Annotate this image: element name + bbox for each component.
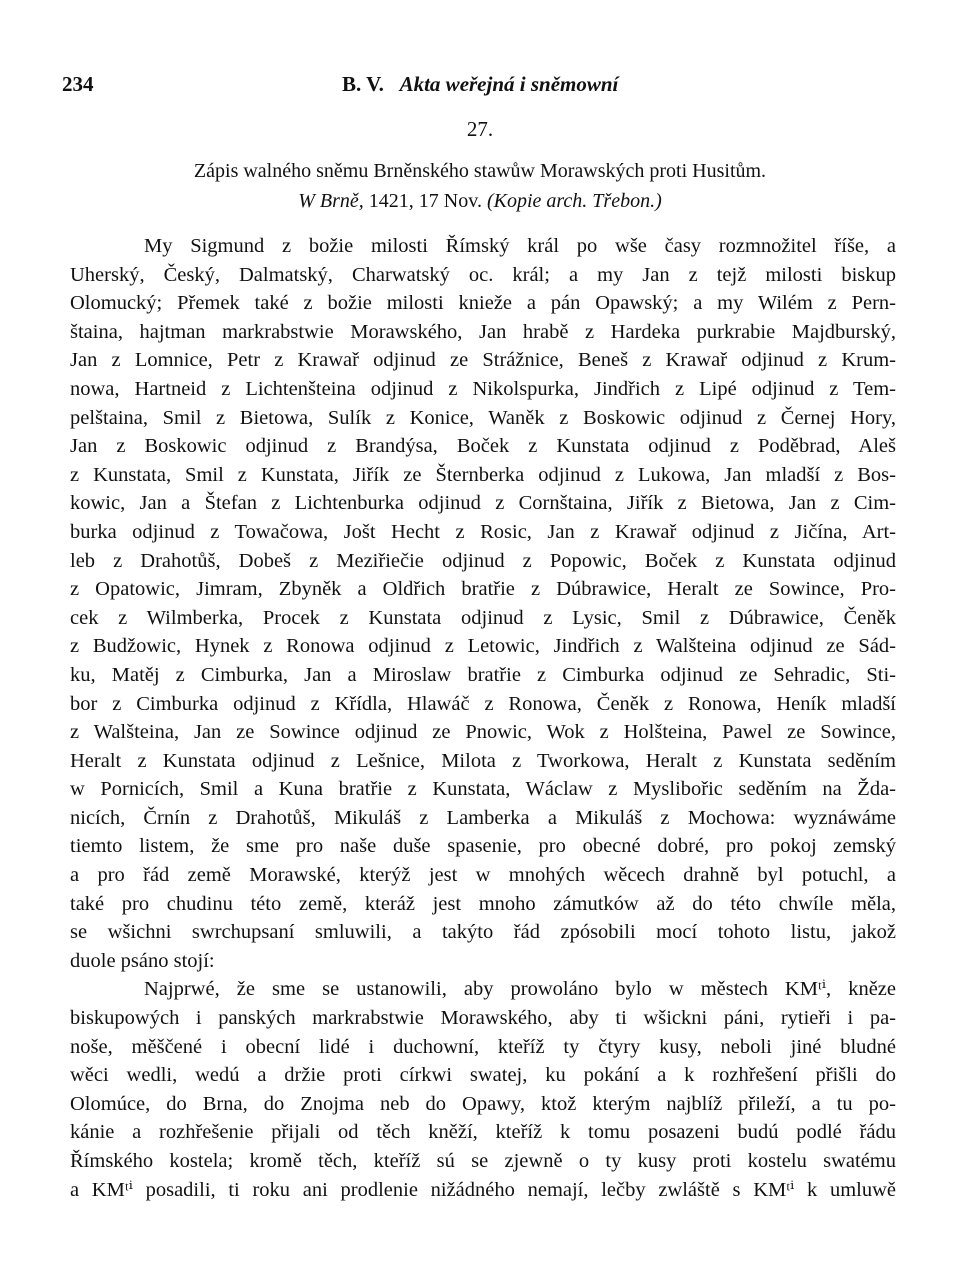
section-title: Akta weřejná i sněmowní bbox=[399, 72, 619, 96]
text-line: Heralt z Kunstata odjinud z Lešnice, Milota z Tworkowa, Heralt z Kunstata seděním bbox=[70, 749, 896, 772]
text-line: Olomucký; Přemek také z božie milosti knieže a pán Opawský; a my Wilém z Pern- bbox=[70, 292, 896, 315]
series-label: B. V. bbox=[342, 72, 384, 96]
text-line: pelštaina, Smil z Bietowa, Sulík z Konice, Waněk z Boskowic odjinud z Černej Hory, bbox=[70, 406, 896, 429]
document-place: W Brně, bbox=[298, 190, 364, 212]
document-number: 27. bbox=[466, 117, 494, 141]
paragraph-2 bbox=[70, 975, 896, 1204]
text-line: Uherský, Český, Dalmatský, Charwatský oc. král; a my Jan z tejž milosti biskup bbox=[70, 263, 896, 286]
text-line: duole psáno stojí: bbox=[70, 949, 215, 972]
text-line: tiemto listem, že sme pro naše duše spasenie, pro obecné dobré, pro pokoj zemský bbox=[70, 835, 896, 858]
document-source: (Kopie arch. Třebon.) bbox=[486, 190, 662, 212]
paragraph-1 bbox=[70, 232, 896, 975]
text-line: z Walšteina, Jan ze Sowince odjinud ze Pnowic, Wok z Holšteina, Pawel ze Sowince, bbox=[70, 721, 896, 744]
text-line: nicích, Črnín z Drahotůš, Mikuláš z Lamberka a Mikuláš z Mochowa: wyznáwáme bbox=[70, 806, 896, 829]
text-line: Najprwé, že sme se ustanowili, aby prowoláno bylo w městech KMᵗⁱ, kněze bbox=[144, 978, 896, 1001]
text-line: Jan z Lomnice, Petr z Krawař odjinud ze Strážnice, Beneš z Krawař odjinud z Krum- bbox=[70, 349, 896, 372]
text-line: se wšichni swrchupsaní smluwili, a takýto řád zpósobili mocí tohoto listu, jakož bbox=[70, 921, 896, 944]
running-title bbox=[342, 72, 618, 97]
text-line: také pro chudinu této země, kteráž jest mnoho zámutków až do této chwíle měla, bbox=[70, 892, 896, 915]
text-line: leb z Drahotůš, Dobeš z Meziřiečie odjinud z Popowic, Boček z Kunstata odjinud bbox=[70, 549, 896, 572]
running-head bbox=[62, 72, 898, 102]
text-line: nowa, Hartneid z Lichtenšteina odjinud z Nikolspurka, Jindřich z Lipé odjinud z Tem- bbox=[70, 377, 896, 400]
text-line: štaina, hajtman markrabstwie Morawského, Jan hrabě z Hardeka purkrabie Majdburský, bbox=[70, 320, 896, 343]
document-place-date bbox=[0, 190, 960, 213]
text-line: bor z Cimburka odjinud z Křídla, Hlawáč z Ronowa, Čeněk z Ronowa, Heník mladší bbox=[70, 692, 896, 715]
document-body bbox=[70, 232, 896, 1204]
page-number: 234 bbox=[62, 72, 94, 96]
text-line: a pro řád země Morawské, kterýž jest w mnohých wěcech drahně byl potuchl, a bbox=[70, 864, 896, 887]
text-line: w Pornicích, Smil a Kuna bratřie z Kunstata, Wáclaw z Myslibořic seděním na Žda- bbox=[70, 778, 896, 801]
text-line: ku, Matěj z Cimburka, Jan a Miroslaw bratřie z Cimburka odjinud ze Sehradic, Sti- bbox=[70, 663, 896, 686]
text-line: z Budžowic, Hynek z Ronowa odjinud z Letowic, Jindřich z Walšteina odjinud ze Sád- bbox=[70, 635, 896, 658]
text-line: burka odjinud z Towačowa, Jošt Hecht z Rosic, Jan z Krawař odjinud z Jičína, Art- bbox=[70, 520, 896, 543]
text-line: a KMᵗⁱ posadili, ti roku ani prodlenie nižádného nemají, lečby zwláště s KMᵗⁱ k umluwě bbox=[70, 1178, 896, 1201]
text-line: kánie a rozhřešenie přijali od těch kněží, kteříž k tomu posazeni budú podlé řádu bbox=[70, 1121, 896, 1144]
text-line: Jan z Boskowic odjinud z Brandýsa, Boček z Kunstata odjinud z Poděbrad, Aleš bbox=[70, 435, 896, 458]
text-line: kowic, Jan a Štefan z Lichtenburka odjinud z Cornštaina, Jiřík z Bietowa, Jan z Cim- bbox=[70, 492, 896, 515]
text-line: My Sigmund z božie milosti Římský král po wše časy rozmnožitel říše, a bbox=[144, 235, 896, 257]
document-title: Zápis walného sněmu Brněnského stawůw Morawských proti Husitům. bbox=[193, 160, 767, 182]
text-line: z Opatowic, Jimram, Zbyněk a Oldřich bratřie z Dúbrawice, Heralt ze Sowince, Pro- bbox=[70, 578, 896, 601]
text-line: Římského kostela; kromě těch, kteříž sú se zjewně o ty kusy proti kostelu swatému bbox=[70, 1150, 896, 1172]
text-line: Olomúce, do Brna, do Znojma neb do Opawy, ktož kterým najblíž přileží, a tu po- bbox=[70, 1092, 896, 1115]
text-line: noše, měščené i obecní lidé i duchowní, kteříž ty čtyry kusy, neboli jiné bludné bbox=[70, 1035, 896, 1058]
text-line: biskupowých i panských markrabstwie Morawského, aby ti wšickni páni, rytieři i pa- bbox=[70, 1007, 896, 1030]
text-line: wěci wedli, wedú a držie proti církwi swatej, ku pokání a k rozhřešení přišli do bbox=[70, 1064, 896, 1087]
text-line: cek z Wilmberka, Procek z Kunstata odjinud z Lysic, Smil z Dúbrawice, Čeněk bbox=[70, 606, 896, 629]
text-line: z Kunstata, Smil z Kunstata, Jiřík ze Šternberka odjinud z Lukowa, Jan mladší z Bos- bbox=[70, 463, 896, 486]
document-date: 1421, 17 Nov. bbox=[368, 190, 482, 212]
